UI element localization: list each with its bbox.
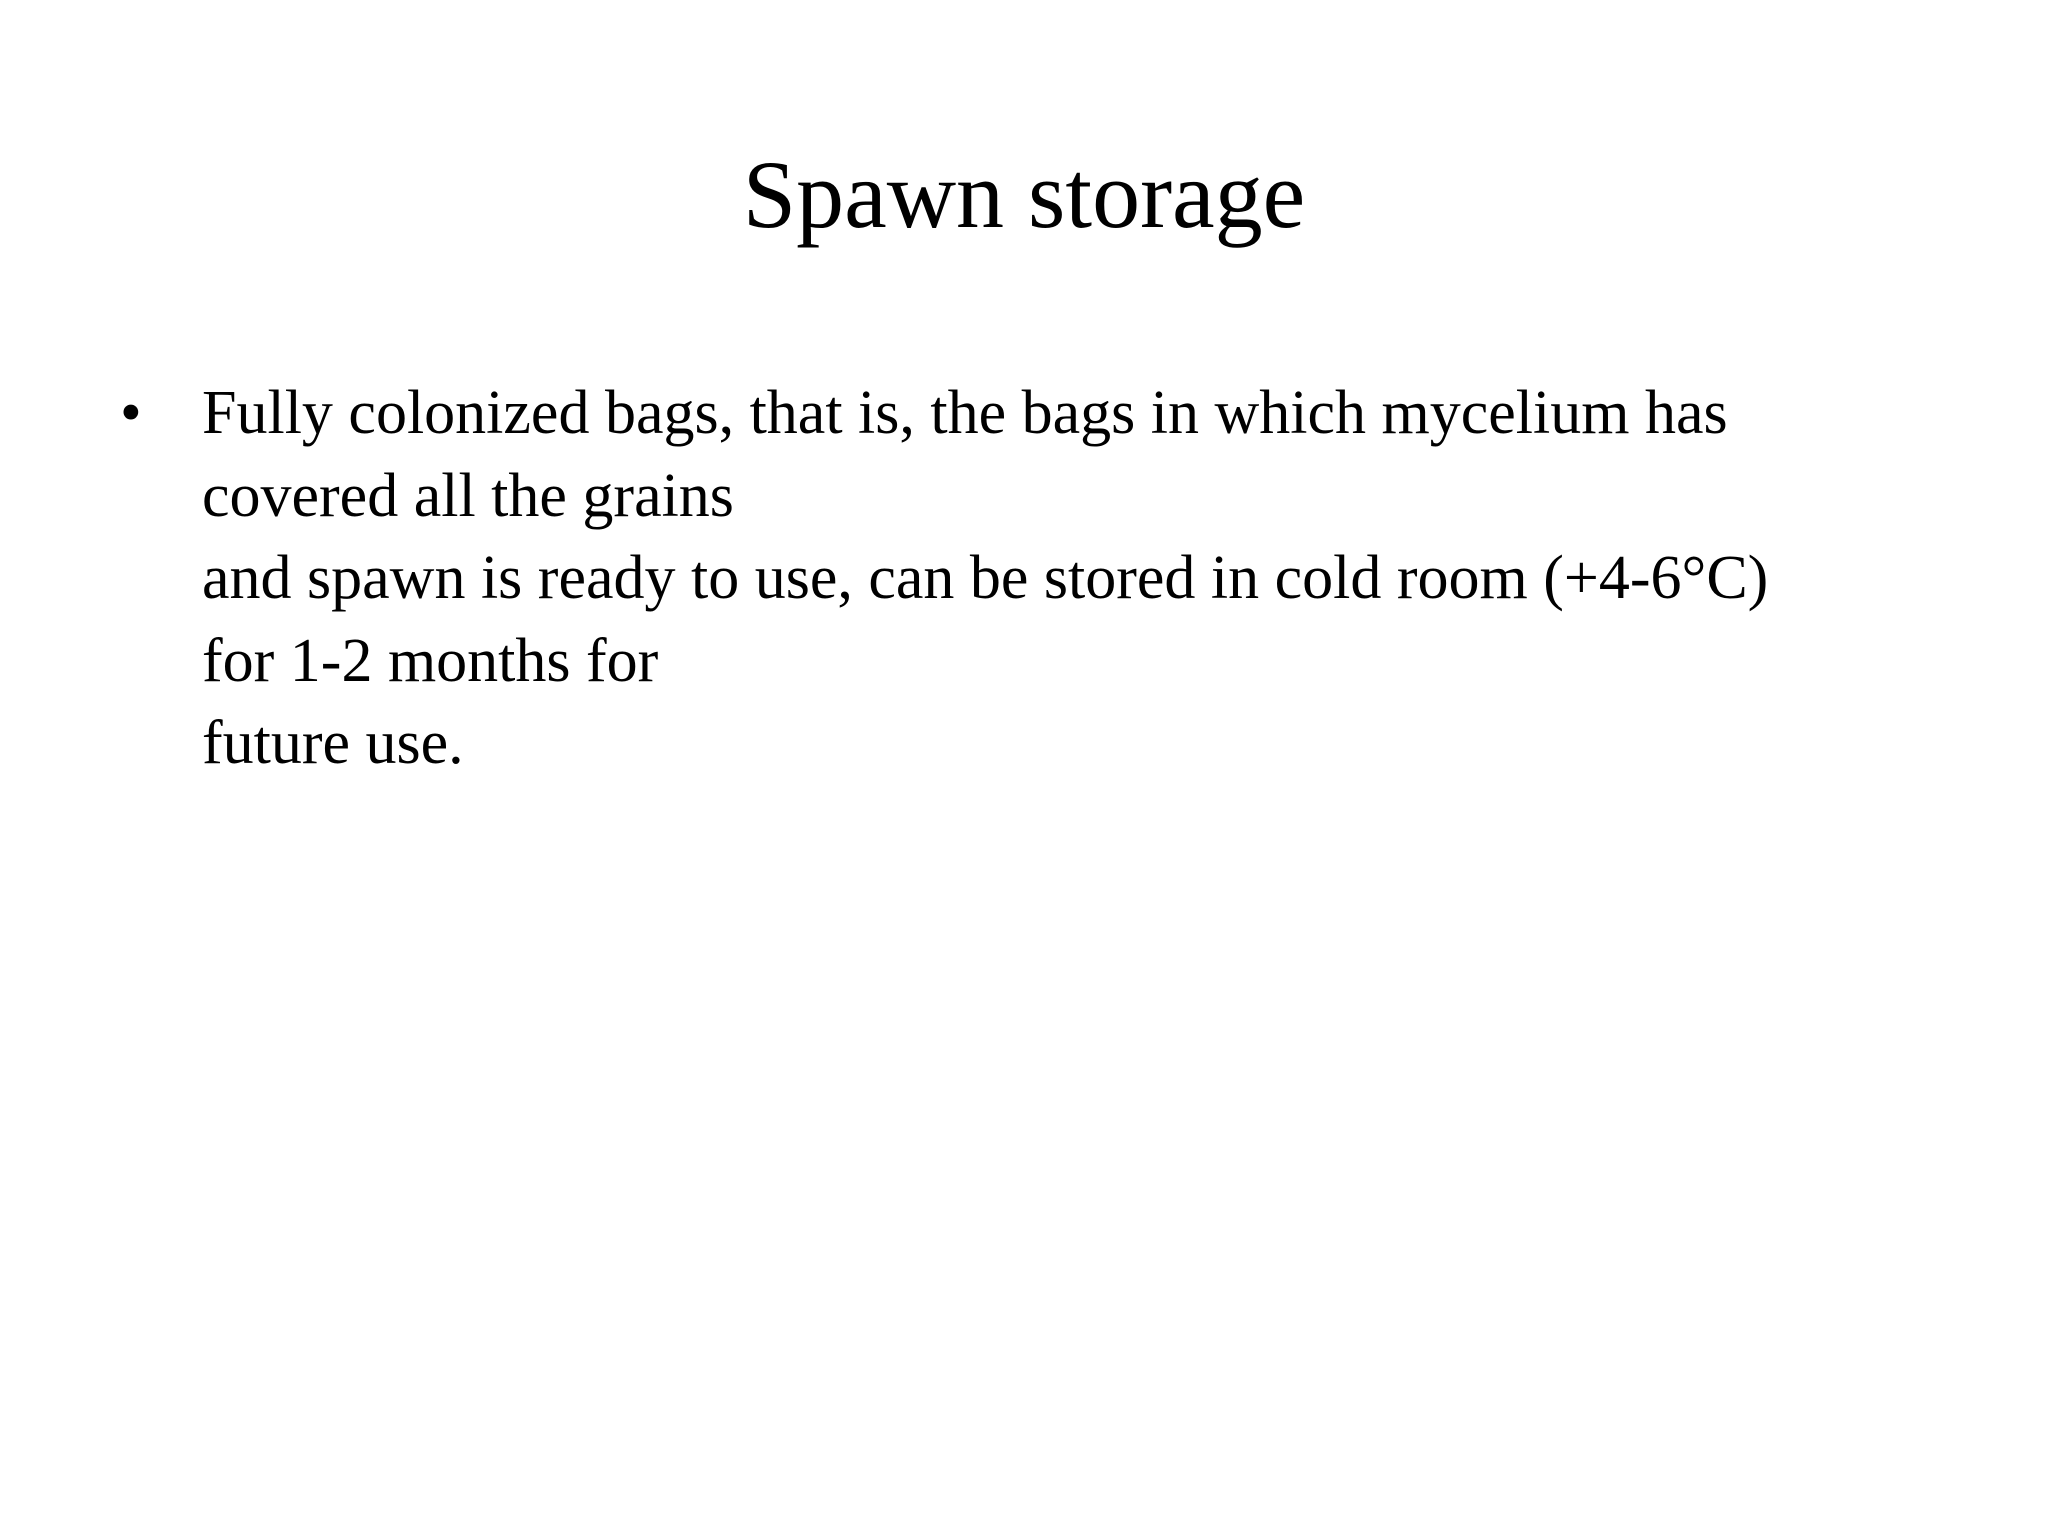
slide-body xyxy=(120,372,2000,785)
bullet-text-line-1: Fully colonized bags, that is, the bags in which mycelium has xyxy=(202,379,1728,447)
bullet-item xyxy=(120,372,2000,785)
bullet-text-line-3: and spawn is ready to use, can be stored in cold room (+4-6°C) xyxy=(202,544,1769,612)
bullet-text-line-4: for 1-2 months for xyxy=(202,626,659,695)
bullet-icon: • xyxy=(120,379,142,447)
slide-title: Spawn storage xyxy=(742,141,1306,248)
bullet-text-line-2: covered all the grains xyxy=(202,461,734,530)
bullet-text-line-5: future use. xyxy=(202,709,464,777)
